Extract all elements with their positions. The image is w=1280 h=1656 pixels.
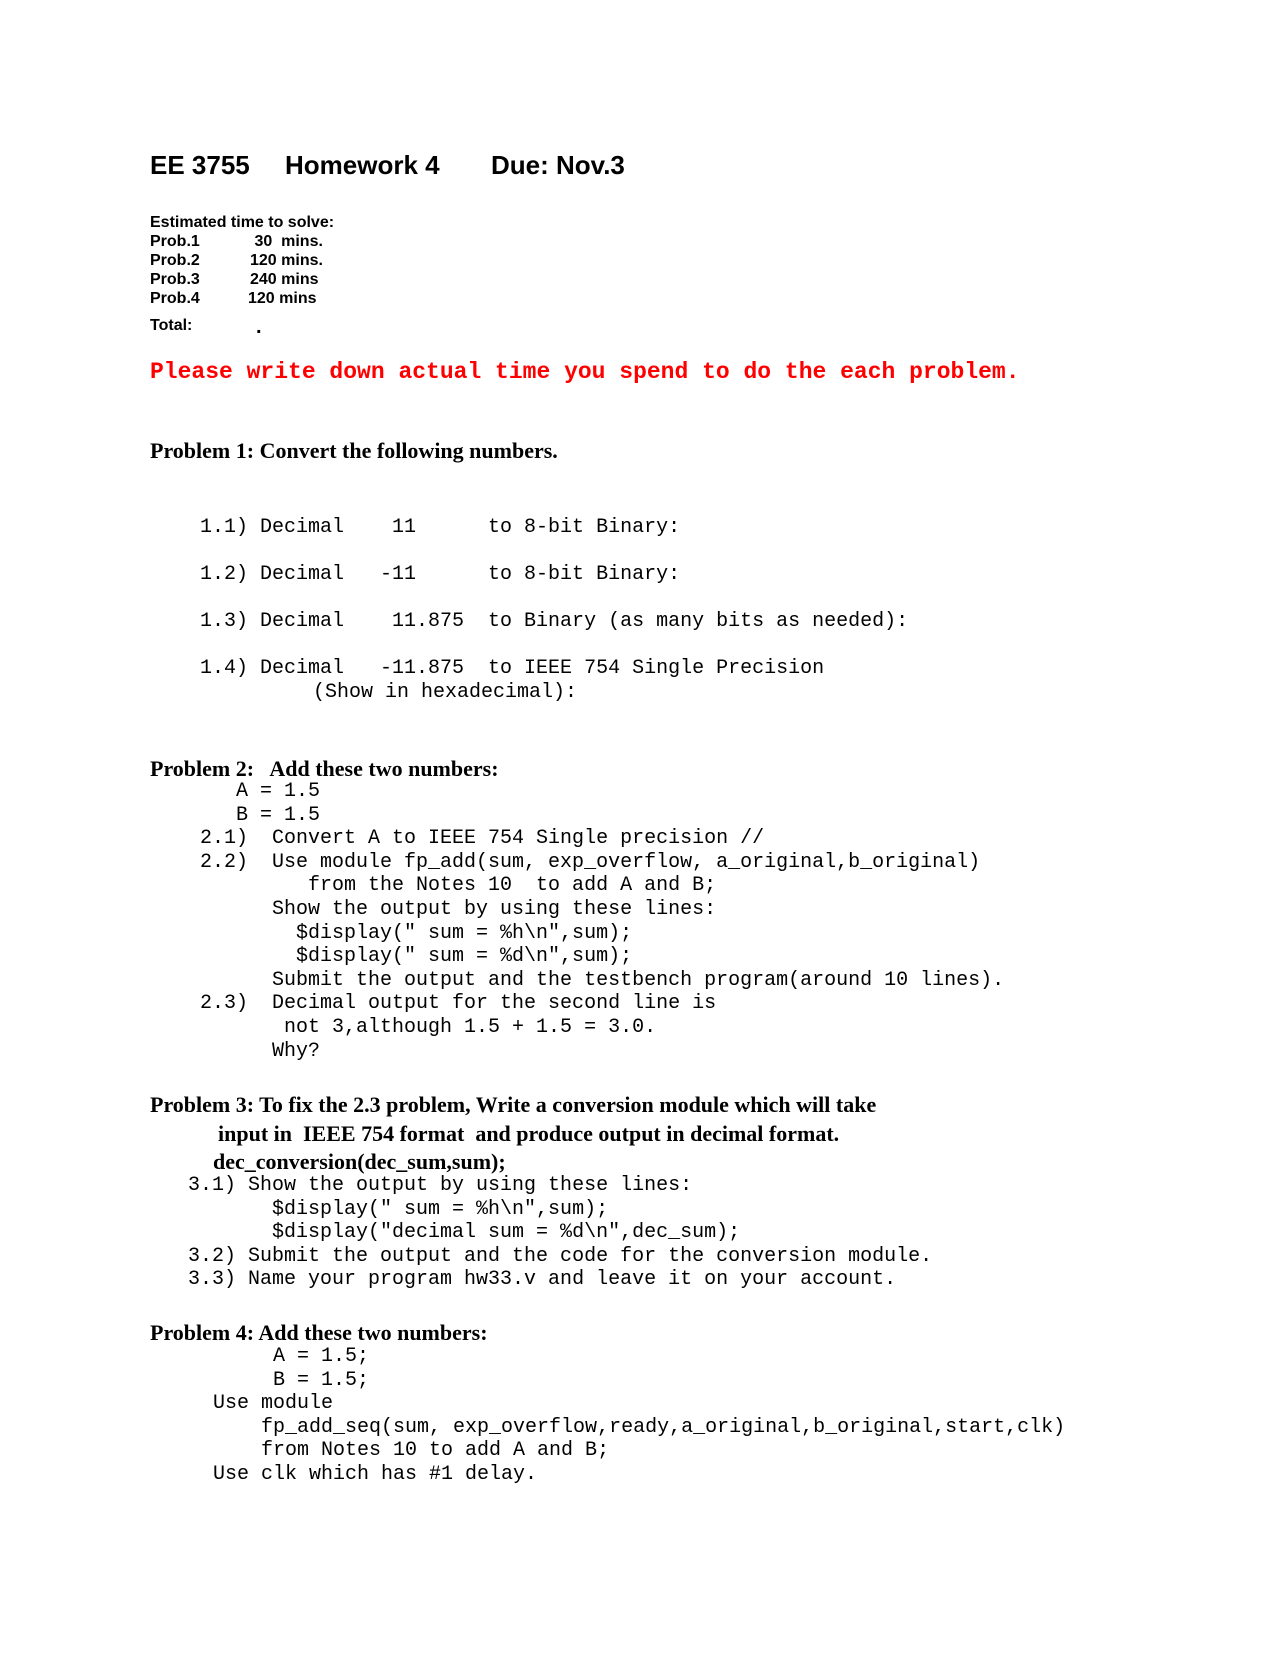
problem2-line: 2.3) Decimal output for the second line is: [200, 992, 717, 1016]
problem2-line: 2.1) Convert A to IEEE 754 Single precision //: [200, 827, 765, 851]
problem1-item: 1.3) Decimal 11.875 to Binary (as many bits as needed):: [200, 610, 909, 633]
course-code: EE 3755: [150, 150, 250, 180]
estimate-label: Prob.1: [150, 233, 200, 250]
problem3-line: 3.3) Name your program hw33.v and leave it on your account.: [188, 1268, 897, 1292]
problem3-line: $display(" sum = %h\n",sum);: [188, 1197, 609, 1221]
problem2-line: Submit the output and the testbench program(around 10 lines).: [200, 968, 1005, 992]
problem4-line: B = 1.5;: [213, 1368, 370, 1392]
estimate-time: 120 mins: [248, 290, 317, 307]
problem1-item: 1.1) Decimal 11 to 8-bit Binary:: [200, 516, 681, 539]
estimate-time: 30 mins.: [250, 233, 323, 250]
problem3-line: 3.1) Show the output by using these lines:: [188, 1174, 693, 1197]
problem2-line: $display(" sum = %h\n",sum);: [200, 921, 633, 945]
problem1-item: 1.4) Decimal -11.875 to IEEE 754 Single Precision: [200, 657, 825, 680]
problem2-heading: Problem 2: Add these two numbers:: [150, 756, 499, 781]
problem3-line: 3.2) Submit the output and the code for the conversion module.: [188, 1244, 933, 1268]
problem2-line: from the Notes 10 to add A and B;: [200, 874, 717, 898]
estimate-time: 120 mins.: [250, 252, 323, 269]
problem4-line: from Notes 10 to add A and B;: [213, 1439, 610, 1463]
problem4-line: A = 1.5;: [213, 1345, 370, 1368]
time-notice: Please write down actual time you spend to do the each problem.: [150, 359, 1020, 385]
problem1-item: 1.2) Decimal -11 to 8-bit Binary:: [200, 563, 681, 586]
problem2-line: Show the output by using these lines:: [200, 898, 717, 921]
problem1-item-continuation: (Show in hexadecimal):: [313, 681, 578, 704]
problem1-heading: Problem 1: Convert the following numbers.: [150, 438, 558, 463]
estimate-total-label: Total:: [150, 317, 193, 334]
problem2-line: not 3,although 1.5 + 1.5 = 3.0.: [200, 1016, 657, 1039]
estimate-label: Prob.3: [150, 271, 200, 288]
estimate-label: Prob.2: [150, 252, 200, 269]
problem4-line: Use module: [213, 1392, 334, 1416]
problem2-line: 2.2) Use module fp_add(sum, exp_overflow, a_original,b_original): [200, 850, 981, 874]
problem2-line: A = 1.5: [200, 780, 321, 803]
problem4-heading: Problem 4: Add these two numbers:: [150, 1320, 488, 1345]
problem4-line: Use clk which has #1 delay.: [213, 1463, 538, 1486]
estimate-total-value: .: [256, 316, 262, 338]
estimate-label: Prob.4: [150, 290, 200, 307]
problem2-line: $display(" sum = %d\n",sum);: [200, 945, 633, 969]
problem3-heading: input in IEEE 754 format and produce output in decimal format.: [218, 1121, 840, 1146]
problem3-line: $display("decimal sum = %d\n",dec_sum);: [188, 1221, 741, 1245]
problem4-line: fp_add_seq(sum, exp_overflow,ready,a_original,b_original,start,clk): [213, 1415, 1066, 1439]
problem2-line: B = 1.5: [200, 803, 321, 827]
problem3-heading: Problem 3: To fix the 2.3 problem, Write a conversion module which will take: [150, 1092, 877, 1117]
problem2-line: Why?: [200, 1039, 321, 1063]
estimate-time: 240 mins: [250, 271, 319, 288]
due-date: Due: Nov.3: [491, 150, 625, 180]
problem3-function-signature: dec_conversion(dec_sum,sum);: [213, 1149, 506, 1174]
estimate-title: Estimated time to solve:: [150, 214, 335, 231]
assignment-title: Homework 4: [285, 150, 440, 180]
